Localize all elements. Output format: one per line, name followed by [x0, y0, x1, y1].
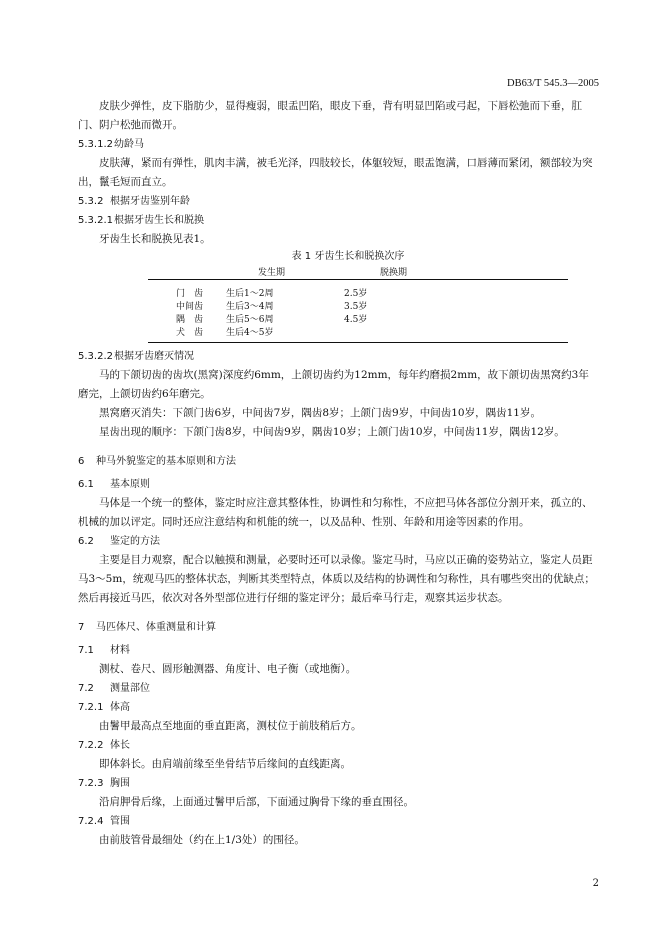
paragraph: 皮肤薄，紧而有弹性，肌肉丰满，被毛光泽，四肢较长，体躯较短，眼盂饱满，口唇薄而紧闭，额部较为突出，鬣毛短而直立。: [78, 157, 593, 188]
section-heading: [78, 698, 598, 717]
section-number: 5.3.2.1: [78, 215, 113, 226]
paragraph: 马的下颌切齿的齿坎(黑窝)深度约6mm，上颌切齿约为12mm，每年约磨损2mm，故下颌切齿黑窝约3年磨完，上颌切齿约6年磨完。: [78, 369, 589, 400]
table-header-row: [148, 265, 568, 280]
section-title: 基本原则: [110, 479, 150, 490]
section-title: 鉴定的方法: [110, 536, 160, 547]
section-title: 马匹体尺、体重测量和计算: [96, 622, 216, 633]
paragraph: 测杖、卷尺、圆形触测器、角度计、电子衡（或地衡）。: [99, 663, 357, 675]
table-row: [148, 299, 568, 312]
page-number: 2: [592, 878, 599, 889]
section-heading: [78, 192, 598, 211]
section-number: 7.2.1: [78, 702, 104, 713]
paragraph: 马体是一个统一的整体，鉴定时应注意其整体性，协调性和匀称性，不应把马体各部位分割开来，孤立的、机械的加以评定。同时还应注意结构和机能的统一，以及品种、性别、年龄和用途等因素的作用。: [78, 497, 593, 528]
section-number: 7.1: [78, 645, 94, 656]
section-number: 6.1: [78, 479, 94, 490]
table-row: [148, 312, 568, 325]
section-title: 管围: [110, 816, 130, 827]
section-number: 7.2: [78, 683, 94, 694]
table-row: [148, 325, 568, 338]
section-title: 测量部位: [110, 683, 150, 694]
paragraph: 星齿出现的顺序：下颌门齿8岁，中间齿9岁，隅齿10岁；上颌门齿10岁，中间齿11岁，隅齿12岁。: [99, 426, 565, 438]
section-heading: [78, 211, 598, 230]
section-heading: [78, 135, 598, 154]
section-title: 根据牙齿磨灭情况: [114, 351, 194, 362]
teeth-table: [148, 265, 568, 343]
section-heading: [78, 812, 598, 831]
section-title: 体高: [110, 702, 130, 713]
table-header-cell: 发生期: [258, 268, 286, 278]
table-cell: 犬 齿: [176, 328, 204, 338]
table-bottom-rule: [148, 342, 568, 343]
table-cell: 生后4～5岁: [226, 328, 274, 338]
table-row: [148, 286, 568, 299]
table-cell: 中间齿: [176, 302, 204, 312]
section-heading: [78, 774, 598, 793]
section-number: 5.3.2.2: [78, 351, 113, 362]
section-number: 5.3.1.2: [78, 139, 113, 150]
table-cell: 生后1～2周: [226, 289, 274, 299]
paragraph: 即体斜长。由肩端前缘至坐骨结节后缘间的直线距离。: [99, 758, 351, 770]
section-title: 种马外貌鉴定的基本原则和方法: [96, 456, 236, 467]
table-cell: 隅 齿: [176, 315, 204, 325]
paragraph: 主要是目力观察，配合以触摸和测量，必要时还可以录像。鉴定马时，马应以正确的姿势站立，鉴定人员距马3～5m，统观马匹的整体状态，判断其类型特点，体质以及结构的协调性和匀称性，具有哪些突出的优缺点；然后再接近马匹，依次对各外型部位进行仔细的鉴定评分；最后牵马行走，观察其运步状态。: [78, 554, 595, 604]
section-title: 材料: [110, 645, 130, 656]
section-number: 7: [78, 622, 85, 633]
paragraph: 由前肢管骨最细处（约在上1/3处）的围径。: [99, 834, 305, 846]
section-heading: [78, 347, 598, 366]
paragraph: 皮肤少弹性，皮下脂肪少，显得瘦弱，眼盂凹陷，眼皮下垂，背有明显凹陷或弓起，下唇松弛而下垂，肛门、阴户松弛而微开。: [78, 100, 582, 131]
document-body: [78, 97, 598, 850]
paragraph: 沿肩胛骨后缘，上面通过鬐甲后部，下面通过胸骨下缘的垂直围径。: [99, 796, 414, 808]
table-cell: 2.5岁: [344, 289, 368, 299]
table-cell: 3.5岁: [344, 302, 368, 312]
section-title: 幼龄马: [114, 139, 144, 150]
doc-id-header: DB63/T 545.3—2005: [507, 78, 599, 89]
section-title: 体长: [110, 740, 130, 751]
paragraph: 黑窝磨灭消失：下颌门齿6岁，中间齿7岁，隅齿8岁；上颌门齿9岁，中间齿10岁，隅齿11岁。: [99, 407, 541, 419]
table-header-cell: 脱换期: [380, 268, 408, 278]
section-number: 6: [78, 456, 85, 467]
section-heading: [78, 679, 598, 698]
chapter-heading: [78, 452, 598, 471]
table-cell: 门 齿: [176, 289, 204, 299]
section-title: 胸围: [110, 778, 130, 789]
section-heading: [78, 641, 598, 660]
section-number: 6.2: [78, 536, 94, 547]
section-number: 7.2.4: [78, 816, 104, 827]
section-title: 根据牙齿生长和脱换: [114, 215, 204, 226]
section-heading: [78, 736, 598, 755]
section-number: 5.3.2: [78, 196, 104, 207]
section-heading: [78, 475, 598, 494]
chapter-heading: [78, 618, 598, 637]
table-cell: 生后3～4周: [226, 302, 274, 312]
table-cell: 4.5岁: [344, 315, 368, 325]
table-caption: 表 1 牙齿生长和脱换次序: [291, 251, 405, 262]
section-number: 7.2.3: [78, 778, 104, 789]
paragraph: 牙齿生长和脱换见表1。: [99, 233, 211, 245]
paragraph: 由鬐甲最高点至地面的垂直距离，测杖位于前肢稍后方。: [99, 720, 362, 732]
table-cell: 生后5～6周: [226, 315, 274, 325]
section-title: 根据牙齿鉴别年龄: [110, 196, 190, 207]
section-number: 7.2.2: [78, 740, 104, 751]
section-heading: [78, 532, 598, 551]
